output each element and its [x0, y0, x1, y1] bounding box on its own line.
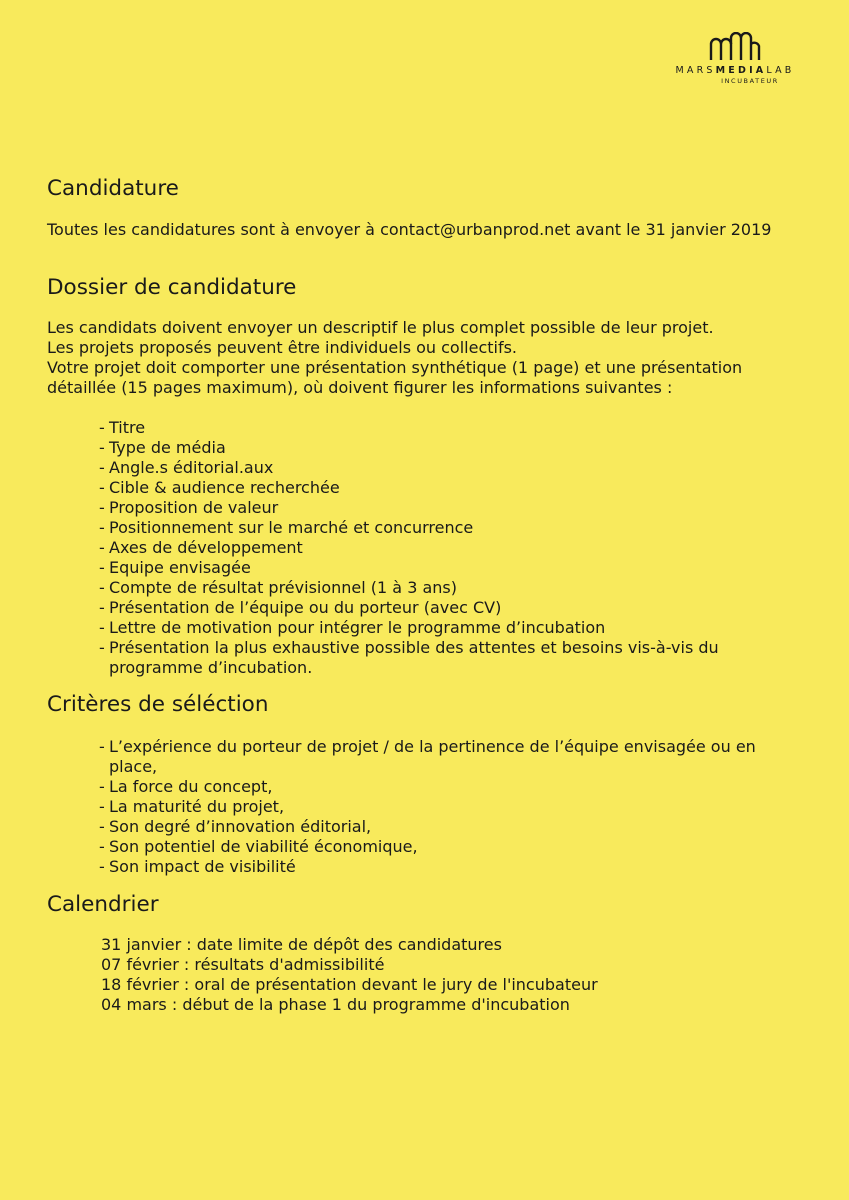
list-item: - Présentation la plus exhaustive possible des attentes et besoins vis-à-vis du programme d’incubation.	[99, 638, 807, 678]
calendar-entry: 31 janvier : date limite de dépôt des candidatures	[101, 935, 502, 954]
dossier-paragraph-1: Les candidats doivent envoyer un descriptif le plus complet possible de leur projet.	[47, 318, 714, 337]
list-item: - Présentation de l’équipe ou du porteur (avec CV)	[99, 598, 807, 618]
dossier-list	[47, 418, 807, 678]
list-item: - Compte de résultat prévisionnel (1 à 3 ans)	[99, 578, 807, 598]
document-body	[47, 175, 807, 1015]
list-item: - Axes de développement	[99, 538, 807, 558]
logo-mark-icon	[709, 32, 761, 62]
list-item: - Equipe envisagée	[99, 558, 807, 578]
calendar-entry: 04 mars : début de la phase 1 du programme d'incubation	[101, 995, 570, 1014]
list-item: - Lettre de motivation pour intégrer le programme d’incubation	[99, 618, 807, 638]
list-item: - La maturité du projet,	[99, 797, 807, 817]
logo-wordmark: MARSMEDIALAB	[675, 65, 795, 76]
dossier-paragraph-3: Votre projet doit comporter une présentation synthétique (1 page) et une présentation détaillée (15 pages maximum), où doivent figurer les informations suivantes :	[47, 358, 743, 397]
list-item: - La force du concept,	[99, 777, 807, 797]
list-item: - Type de média	[99, 438, 807, 458]
list-item: - Proposition de valeur	[99, 498, 807, 518]
dossier-paragraph-2: Les projets proposés peuvent être individuels ou collectifs.	[47, 338, 518, 357]
criteres-list	[47, 737, 807, 877]
section-title-dossier: Dossier de candidature	[47, 275, 297, 300]
marsmedialab-logo	[665, 32, 805, 85]
section-title-criteres: Critères de séléction	[47, 692, 269, 717]
section-title-calendrier: Calendrier	[47, 892, 159, 917]
list-item: - L’expérience du porteur de projet / de la pertinence de l’équipe envisagée ou en place,	[99, 737, 807, 777]
list-item: - Son degré d’innovation éditorial,	[99, 817, 807, 837]
list-item: - Angle.s éditorial.aux	[99, 458, 807, 478]
list-item: - Titre	[99, 418, 807, 438]
candidature-text: Toutes les candidatures sont à envoyer à contact@urbanprod.net avant le 31 janvier 2019	[47, 220, 772, 239]
logo-subtitle: INCUBATEUR	[721, 77, 779, 85]
calendrier-list	[47, 935, 807, 1015]
list-item: - Positionnement sur le marché et concurrence	[99, 518, 807, 538]
calendar-entry: 07 février : résultats d'admissibilité	[101, 955, 385, 974]
section-title-candidature: Candidature	[47, 176, 179, 201]
list-item: - Cible & audience recherchée	[99, 478, 807, 498]
calendar-entry: 18 février : oral de présentation devant le jury de l'incubateur	[101, 975, 598, 994]
list-item: - Son impact de visibilité	[99, 857, 807, 877]
list-item: - Son potentiel de viabilité économique,	[99, 837, 807, 857]
